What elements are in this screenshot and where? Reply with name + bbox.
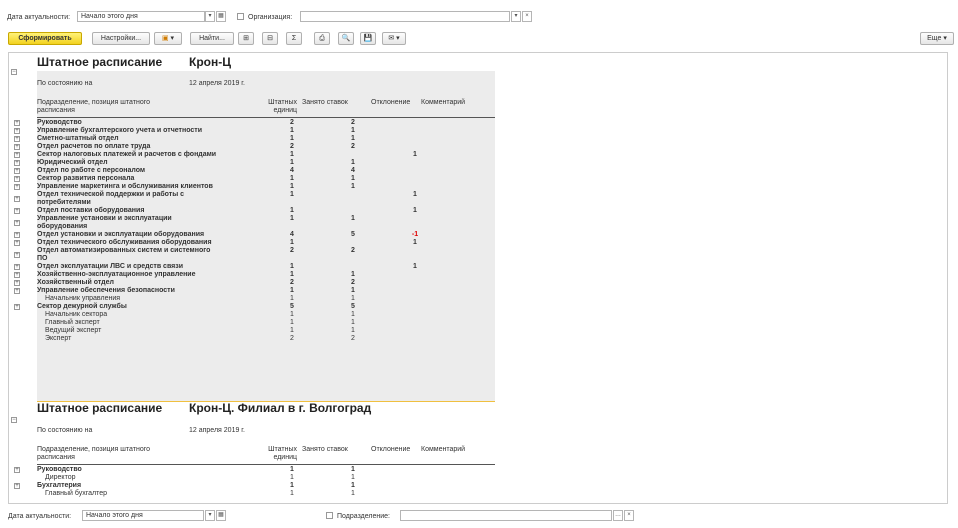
org-checkbox[interactable] [237,13,244,20]
expand-icon[interactable]: + [15,280,19,286]
clear-icon[interactable]: × [522,11,532,22]
table-cell-occupied: 1 [351,490,355,497]
print-icon: ⎙ [319,35,325,42]
variants-icon: ▣ [161,35,169,42]
expand-icon[interactable]: + [15,272,19,278]
table-cell-units: 1 [290,183,294,190]
table-row-name: Главный эксперт [45,319,100,326]
collapse-icon[interactable]: − [12,417,16,423]
table-row-name: Начальник сектора [45,311,108,318]
division-label: Подразделение: [337,513,390,520]
table-row-name: Руководство [37,119,82,126]
table-cell-units: 1 [290,159,294,166]
dropdown-icon[interactable]: ▾ [205,11,215,22]
table-cell-units: 1 [290,295,294,302]
table-cell-units: 2 [290,119,294,126]
calendar-icon[interactable]: ▦ [216,11,226,22]
org-field[interactable] [300,11,510,22]
preview-icon: 🔍 [341,35,351,42]
table-cell-units: 1 [290,191,294,198]
sum-button[interactable] [286,32,302,45]
table-cell-occupied: 1 [351,466,355,473]
org-label: Организация: [248,14,293,21]
expand-icon[interactable]: + [15,264,19,270]
table-row-name: Управление обеспечения безопасности [37,287,175,294]
table-cell-units: 2 [290,335,294,342]
expand-icon[interactable]: + [15,120,19,126]
report-area [8,52,948,504]
save-button[interactable] [360,32,376,45]
table-cell-units: 1 [290,287,294,294]
settings-button[interactable]: Настройки... [92,32,150,45]
table-row-name: Отдел технического обслуживания оборудования [37,239,212,246]
expand-icon[interactable]: + [15,160,19,166]
expand-icon[interactable]: + [15,232,19,238]
col-occupied: Занято ставок [302,446,348,453]
expand-icon[interactable]: + [15,304,19,310]
expand-icon[interactable]: + [15,240,19,246]
table-row-name: Сметно-штатный отдел [37,135,119,142]
table-row-name: Отдел эксплуатации ЛВС и средств связи [37,263,184,270]
as-of-label: По состоянию на [37,427,93,434]
as-of-label: По состоянию на [37,80,93,87]
table-cell-occupied: 4 [351,167,355,174]
table-cell-units: 4 [290,167,294,174]
expand-icon[interactable]: + [15,128,19,134]
table-row-name: Начальник управления [45,295,121,302]
table-cell-units: 1 [290,135,294,142]
table-cell-units: 2 [290,279,294,286]
table-cell-deviation: 1 [413,207,417,214]
col-units: Штатных единиц [268,446,297,461]
calendar-icon[interactable]: ▦ [216,510,226,521]
select-icon[interactable]: … [613,510,623,521]
table-cell-occupied: 5 [351,231,355,238]
table-cell-occupied: 1 [351,482,355,489]
table-row-name: Директор [45,474,76,481]
table-cell-units: 4 [290,231,294,238]
table-cell-occupied: 1 [351,311,355,318]
table-cell-units: 1 [290,239,294,246]
table-row-name: Управление бухгалтерского учета и отчетности [37,127,203,134]
table-cell-occupied: 1 [351,135,355,142]
table-row-name: Отдел технической поддержки и работы с потребителями [37,191,185,206]
table-cell-units: 1 [290,490,294,497]
expand-icon[interactable]: + [15,196,19,202]
table-cell-occupied: 1 [351,295,355,302]
table-cell-units: 1 [290,271,294,278]
expand-icon[interactable]: + [15,220,19,226]
mail-button[interactable]: ✉ ▾ [382,32,406,45]
print-button[interactable] [314,32,330,45]
date-label: Дата актуальности: [7,14,71,21]
table-cell-units: 1 [290,263,294,270]
table-row-name: Сектор развития персонала [37,175,135,182]
table-cell-units: 1 [290,175,294,182]
clear-icon[interactable]: × [624,510,634,521]
table-row-name: Хозяйственный отдел [37,279,114,286]
table-cell-units: 1 [290,474,294,481]
table-cell-occupied: 1 [351,319,355,326]
table-row-name: Управление установки и эксплуатации оборудования [37,215,172,230]
as-of-value: 12 апреля 2019 г. [189,427,245,434]
table-row-name: Бухгалтерия [37,482,82,489]
col-comment: Комментарий [421,99,466,106]
table-cell-units: 1 [290,466,294,473]
report2-title: Штатное расписание [37,401,163,415]
col-units: Штатных единиц [268,99,297,114]
mail-icon: ✉ [388,35,395,42]
report1-title: Штатное расписание [37,55,163,69]
dropdown-icon[interactable]: ▾ [511,11,521,22]
preview-button[interactable] [338,32,354,45]
table-cell-deviation: -1 [411,231,419,238]
table-cell-units: 1 [290,207,294,214]
table-cell-deviation: 1 [413,151,417,158]
footer-date-label: Дата актуальности: [8,513,72,520]
division-checkbox[interactable] [326,512,333,519]
generate-button[interactable]: Сформировать [8,32,82,45]
date-field[interactable]: Начало этого дня [77,11,205,22]
table-cell-occupied: 1 [351,127,355,134]
table-row-name: Сектор налоговых платежей и расчетов с фондами [37,151,217,158]
table-cell-occupied: 2 [351,335,355,342]
table-cell-occupied: 1 [351,159,355,166]
table-cell-occupied: 2 [351,143,355,150]
table-cell-occupied: 1 [351,287,355,294]
table-cell-units: 1 [290,482,294,489]
table-row-name: Отдел установки и эксплуатации оборудования [37,231,205,238]
table-row-name: Отдел по работе с персоналом [37,167,146,174]
sum-icon: Σ [291,35,297,42]
table-cell-occupied: 2 [351,247,355,254]
col-division: Подразделение, позиция штатного расписания [37,99,151,114]
table-cell-units: 1 [290,319,294,326]
save-icon: 💾 [363,35,373,42]
more-button[interactable]: Еще ▾ [920,32,954,45]
table-cell-deviation: 1 [413,239,417,246]
table-cell-units: 1 [290,215,294,222]
table-cell-units: 1 [290,311,294,318]
expand-icon[interactable]: + [15,176,19,182]
expand-groups-icon: ⊞ [243,35,249,42]
header-line [37,464,495,465]
collapse-groups-icon: ⊟ [267,35,273,42]
table-cell-units: 1 [290,151,294,158]
table-cell-occupied: 5 [351,303,355,310]
variants-button[interactable]: ▣ ▾ [154,32,182,45]
col-division: Подразделение, позиция штатного расписания [37,446,151,461]
table-row-name: Ведущий эксперт [45,327,102,334]
table-row-name: Сектор дежурной службы [37,303,127,310]
dropdown-icon[interactable]: ▾ [205,510,215,521]
table-cell-deviation: 1 [413,191,417,198]
expand-icon[interactable]: + [15,184,19,190]
division-field[interactable] [400,510,612,521]
table-row-name: Юридический отдел [37,159,108,166]
find-button[interactable]: Найти... [190,32,234,45]
as-of-value: 12 апреля 2019 г. [189,80,245,87]
header-line [37,117,495,118]
expand-icon[interactable]: + [15,152,19,158]
expand-icon[interactable]: + [15,208,19,214]
table-cell-occupied: 2 [351,279,355,286]
table-cell-occupied: 2 [351,119,355,126]
collapse-icon[interactable]: − [12,69,16,75]
table-row-name: Управление маркетинга и обслуживания клиентов [37,183,213,190]
col-comment: Комментарий [421,446,466,453]
expand-icon[interactable]: + [15,467,19,473]
table-cell-occupied: 1 [351,183,355,190]
table-row-name: Эксперт [45,335,72,342]
table-cell-units: 2 [290,143,294,150]
expand-icon[interactable]: + [15,483,19,489]
table-cell-occupied: 1 [351,474,355,481]
expand-icon[interactable]: + [15,288,19,294]
table-row-name: Хозяйственно-эксплуатационное управление [37,271,196,278]
footer-date-field[interactable]: Начало этого дня [82,510,204,521]
table-cell-units: 1 [290,327,294,334]
table-cell-units: 1 [290,127,294,134]
report1-org: Крон-Ц [189,55,231,69]
expand-icon[interactable]: + [15,144,19,150]
table-cell-occupied: 1 [351,271,355,278]
col-occupied: Занято ставок [302,99,348,106]
collapse-groups-button[interactable] [262,32,278,45]
table-cell-occupied: 1 [351,215,355,222]
col-deviation: Отклонение [371,99,411,106]
table-cell-occupied: 1 [351,327,355,334]
expand-icon[interactable]: + [15,168,19,174]
table-cell-occupied: 1 [351,175,355,182]
expand-icon[interactable]: + [15,136,19,142]
col-deviation: Отклонение [371,446,411,453]
expand-icon[interactable]: + [15,252,19,258]
table-cell-units: 5 [290,303,294,310]
table-row-name: Отдел поставки оборудования [37,207,145,214]
table-row-name: Отдел автоматизированных систем и системного ПО [37,247,211,262]
expand-groups-button[interactable] [238,32,254,45]
table-row-name: Главный бухгалтер [45,490,107,497]
report2-org: Крон-Ц. Филиал в г. Волгоград [189,401,372,415]
table-cell-units: 2 [290,247,294,254]
table-row-name: Отдел расчетов по оплате труда [37,143,151,150]
table-cell-deviation: 1 [413,263,417,270]
table-row-name: Руководство [37,466,82,473]
